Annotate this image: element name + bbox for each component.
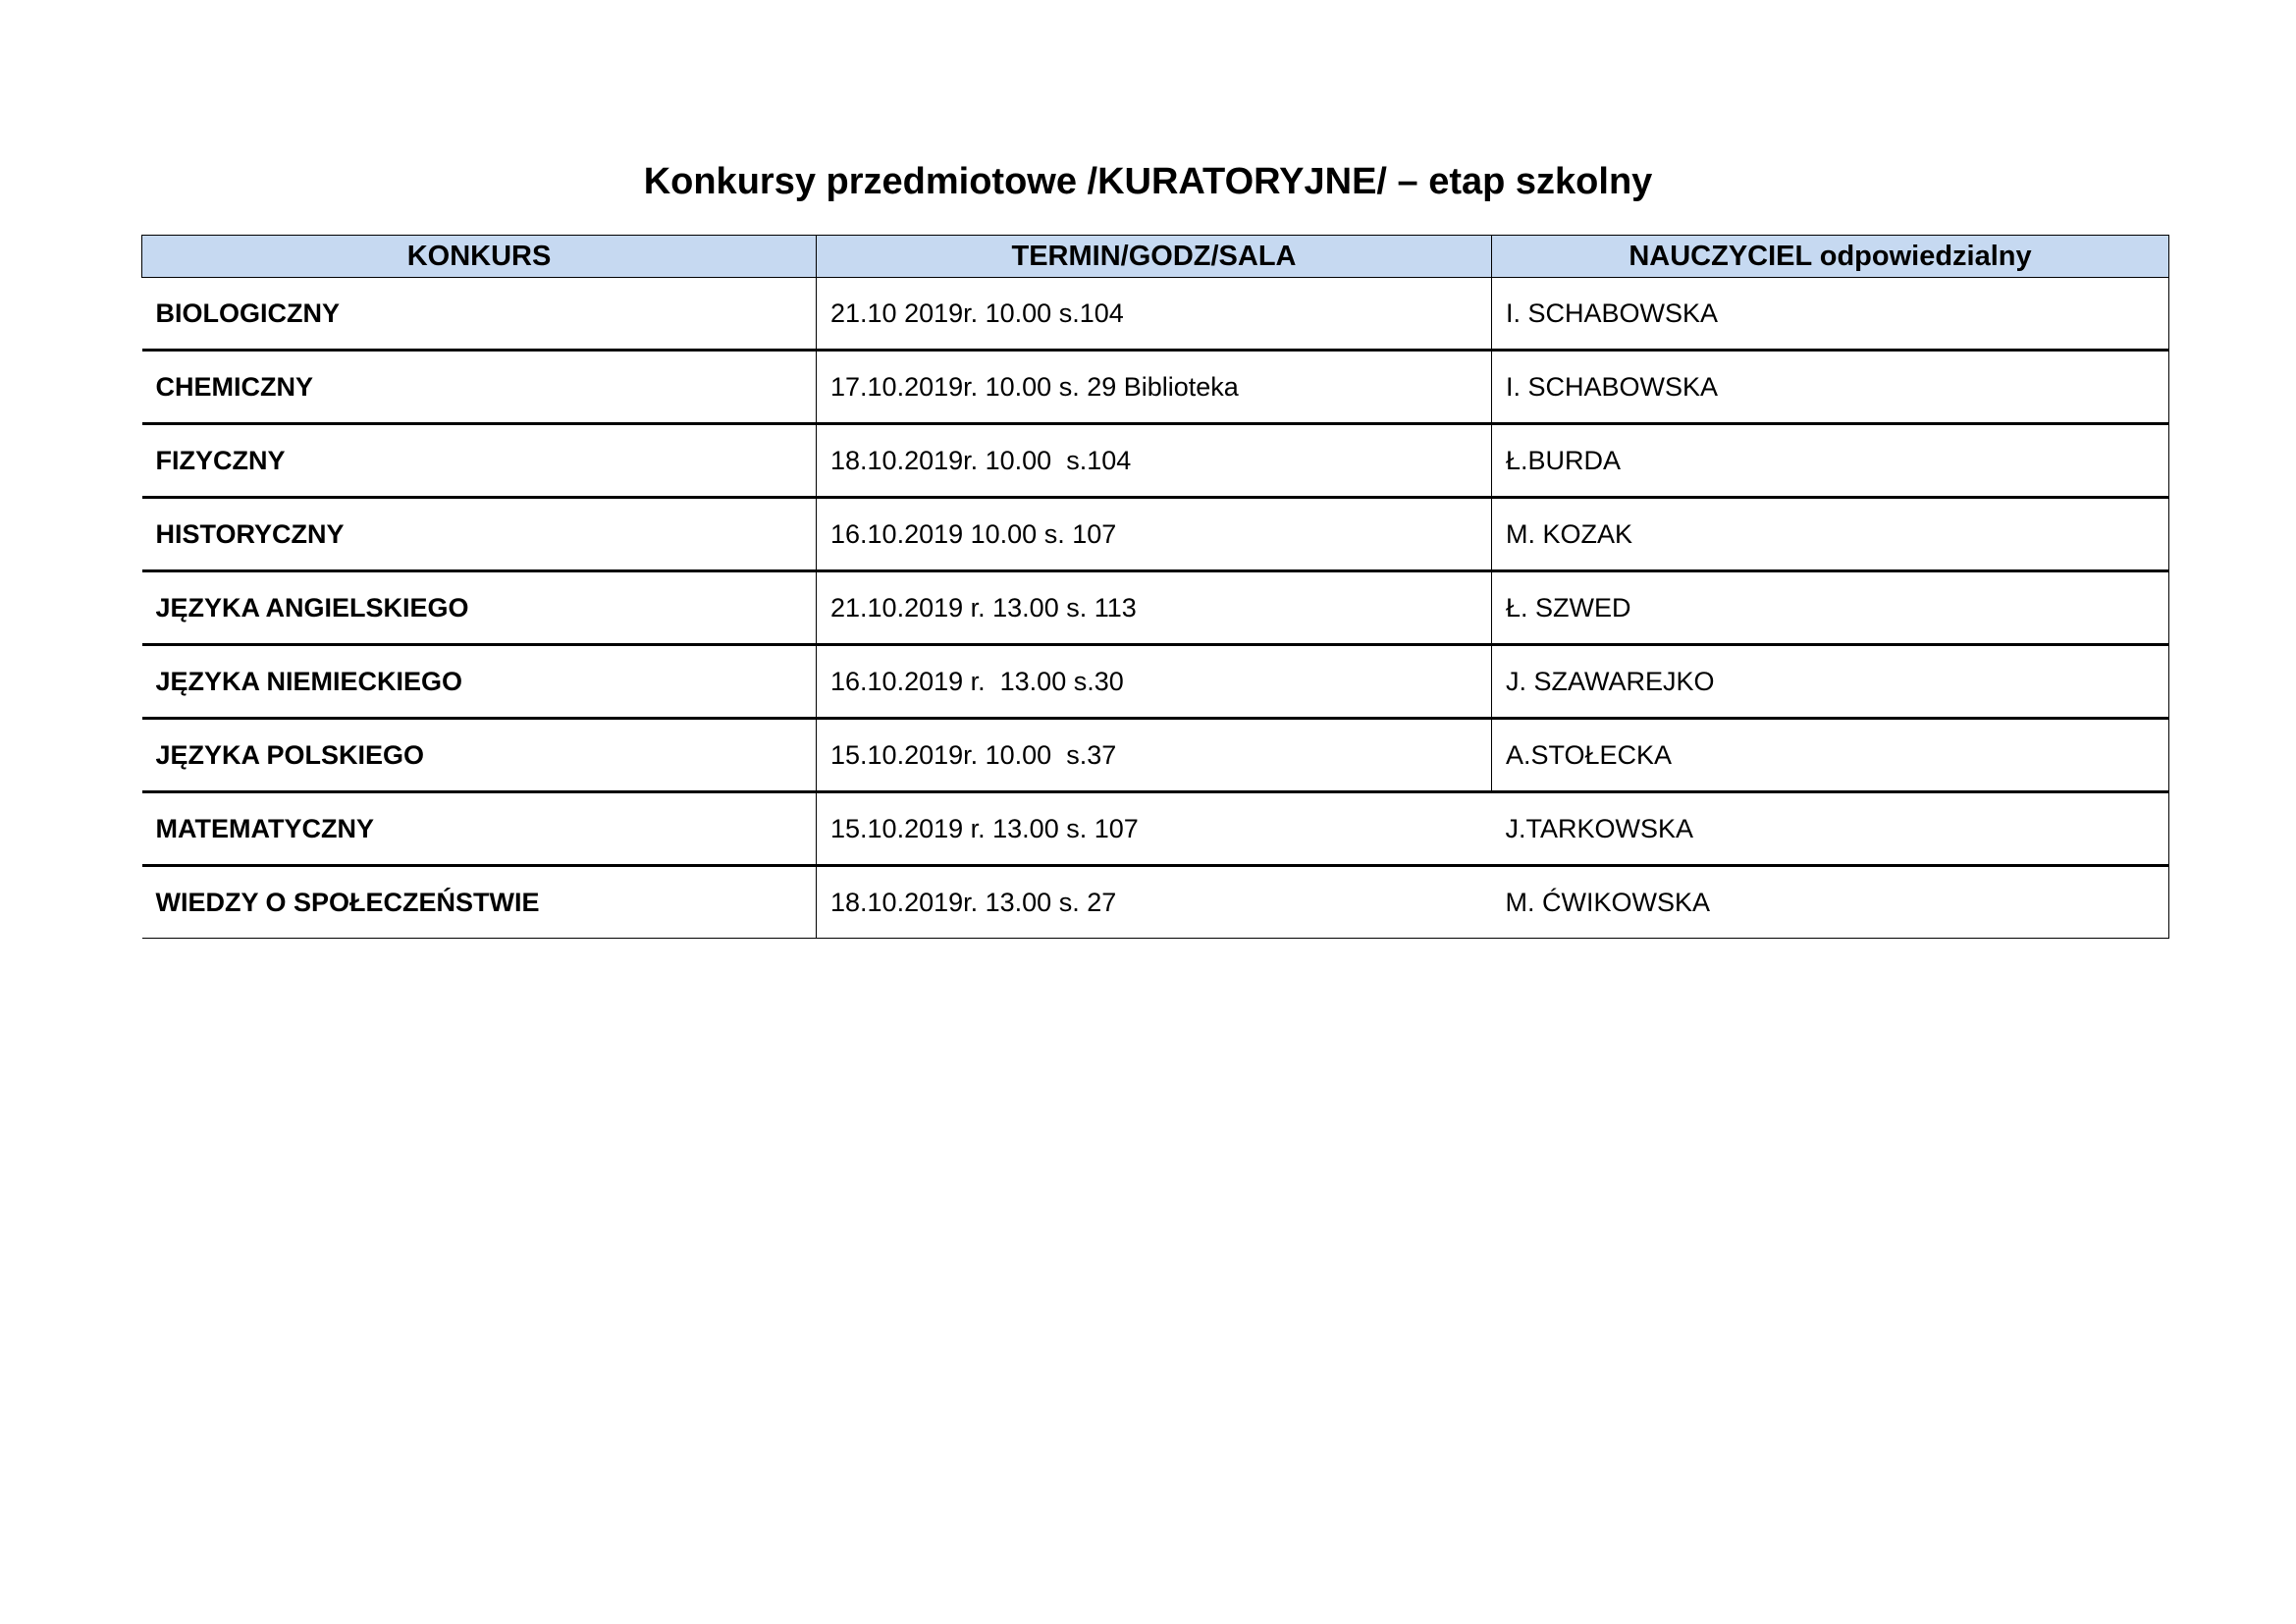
- nauczyciel-cell: Ł.BURDA: [1492, 424, 2169, 498]
- termin-cell: 18.10.2019r. 13.00 s. 27: [817, 866, 1492, 939]
- nauczyciel-cell: J. SZAWAREJKO: [1492, 645, 2169, 719]
- konkurs-cell: WIEDZY O SPOŁECZEŃSTWIE: [142, 866, 817, 939]
- competition-schedule-table: [141, 235, 2169, 939]
- konkurs-cell: JĘZYKA POLSKIEGO: [142, 719, 817, 792]
- nauczyciel-cell: I. SCHABOWSKA: [1492, 278, 2169, 351]
- termin-cell: 15.10.2019 r. 13.00 s. 107: [817, 792, 1492, 866]
- konkurs-cell: JĘZYKA NIEMIECKIEGO: [142, 645, 817, 719]
- termin-cell: 17.10.2019r. 10.00 s. 29 Biblioteka: [817, 351, 1492, 424]
- table-row: [142, 866, 2169, 939]
- column-header-nauczyciel: NAUCZYCIEL odpowiedzialny: [1492, 236, 2169, 278]
- table-row: [142, 645, 2169, 719]
- konkurs-cell: CHEMICZNY: [142, 351, 817, 424]
- table-row: [142, 351, 2169, 424]
- termin-cell: 16.10.2019 10.00 s. 107: [817, 498, 1492, 571]
- nauczyciel-cell: M. KOZAK: [1492, 498, 2169, 571]
- nauczyciel-cell: I. SCHABOWSKA: [1492, 351, 2169, 424]
- konkurs-cell: MATEMATYCZNY: [142, 792, 817, 866]
- termin-cell: 18.10.2019r. 10.00 s.104: [817, 424, 1492, 498]
- konkurs-cell: HISTORYCZNY: [142, 498, 817, 571]
- table-row: [142, 792, 2169, 866]
- table-row: [142, 498, 2169, 571]
- konkurs-cell: BIOLOGICZNY: [142, 278, 817, 351]
- termin-cell: 15.10.2019r. 10.00 s.37: [817, 719, 1492, 792]
- termin-cell: 21.10 2019r. 10.00 s.104: [817, 278, 1492, 351]
- page-title: Konkursy przedmiotowe /KURATORYJNE/ – etap szkolny: [643, 161, 1653, 202]
- table-row: [142, 719, 2169, 792]
- table-row: [142, 278, 2169, 351]
- konkurs-cell: JĘZYKA ANGIELSKIEGO: [142, 571, 817, 645]
- table-row: [142, 424, 2169, 498]
- termin-cell: 21.10.2019 r. 13.00 s. 113: [817, 571, 1492, 645]
- table-header-row: [142, 236, 2169, 278]
- nauczyciel-cell: Ł. SZWED: [1492, 571, 2169, 645]
- column-header-termin: TERMIN/GODZ/SALA: [817, 236, 1492, 278]
- nauczyciel-cell: M. ĆWIKOWSKA: [1492, 866, 2169, 939]
- table-row: [142, 571, 2169, 645]
- column-header-konkurs: KONKURS: [142, 236, 817, 278]
- konkurs-cell: FIZYCZNY: [142, 424, 817, 498]
- nauczyciel-cell: A.STOŁECKA: [1492, 719, 2169, 792]
- nauczyciel-cell: J.TARKOWSKA: [1492, 792, 2169, 866]
- termin-cell: 16.10.2019 r. 13.00 s.30: [817, 645, 1492, 719]
